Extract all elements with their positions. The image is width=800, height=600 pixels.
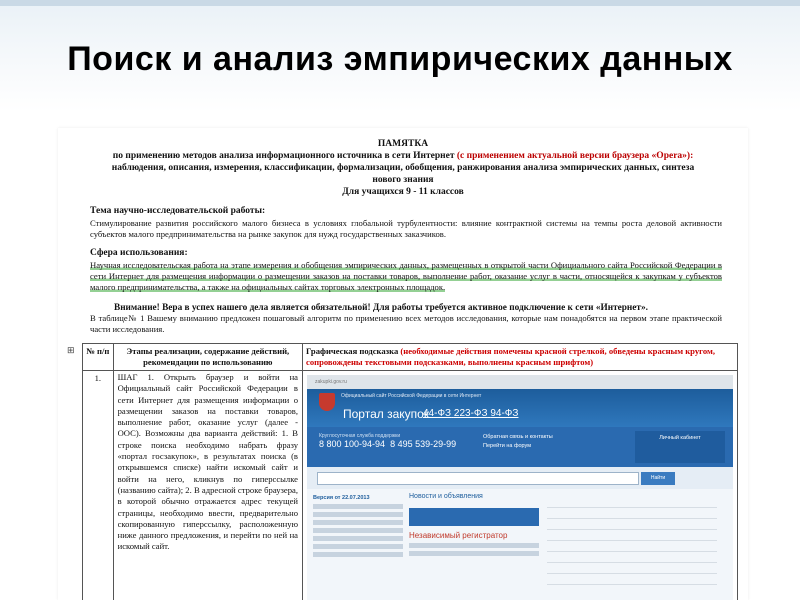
row-number: 1. — [83, 371, 114, 600]
col-hint-prefix: Графическая подсказка — [306, 346, 401, 356]
col-hint-red: (необходимые действия помечены красной стрелкой, обведены красным кругом, сопровождены текстовыми подсказками, выполнены красным шрифтом) — [306, 346, 715, 367]
forum-link[interactable]: Перейти на форум — [483, 443, 531, 449]
support-label: Круглосуточная служба поддержки — [319, 433, 401, 439]
portal-site-name: Официальный сайт Российской Федерации в сети Интернет — [341, 393, 482, 399]
topic-text: Стимулирование развития российского малого бизнеса в условиях глобальной турбулентности: влияние контрактной системы на темпы роста деловой активности субъектов малого предпринимательства на рынке закупок для нужд государственных заказчиков. — [90, 218, 722, 239]
feedback-link[interactable]: Обратная связь и контакты — [483, 434, 553, 440]
col-hint-header — [303, 344, 738, 371]
portal-news-title: Новости и объявления — [409, 493, 483, 500]
plus-square-icon: ⊞ — [67, 345, 75, 355]
portal-news-column — [409, 493, 539, 559]
doc-header-browser: (с применением актуальной версии браузера «Opera»): — [456, 151, 694, 161]
portal-screenshot — [307, 375, 733, 600]
slide-title: Поиск и анализ эмпирических данных — [67, 40, 733, 78]
portal-links — [483, 433, 553, 451]
portal-search-input[interactable] — [317, 472, 639, 485]
doc-header-subtitle — [58, 150, 748, 162]
col-num-header: № п/п — [83, 344, 114, 371]
table-row — [83, 371, 738, 600]
portal-version: Версия от 22.07.2013 — [313, 495, 370, 501]
table-header-row — [83, 344, 738, 371]
portal-screenshot-cell — [303, 371, 738, 600]
news-registrar[interactable]: Независимый регистратор — [409, 531, 508, 540]
doc-header-methods: наблюдения, описания, измерения, классификации, формализации, обобщения, ранжирования анализа эмпирических данных, синтеза нового знания — [111, 163, 695, 185]
document-image — [58, 128, 748, 600]
emblem-icon — [319, 393, 335, 411]
warning-text: Внимание! Вера в успех нашего дела является обязательной! Для работы требуется активное подключение к сети «Интернет». — [114, 303, 648, 313]
portal-header — [307, 389, 733, 427]
doc-header-title: ПАМЯТКА — [377, 139, 429, 149]
portal-search-button[interactable]: Найти — [641, 472, 675, 485]
law-223-link[interactable]: 223-ФЗ — [453, 408, 488, 419]
portal-search-bar — [307, 467, 733, 489]
sphere-label: Сфера использования: — [90, 248, 188, 258]
news-card[interactable] — [409, 508, 539, 526]
doc-header-audience: Для учащихся 9 - 11 классов — [342, 187, 464, 197]
topic-label: Тема научно-исследовательской работы: — [90, 206, 266, 216]
portal-content — [307, 489, 733, 589]
intro-text: В таблице№ 1 Вашему вниманию предложен пошаговый алгоритм по применению всех методов исследования, которые нам понадобятся на первом этапе практической части исследования. — [90, 313, 722, 334]
portal-left-column — [313, 495, 403, 560]
portal-title: Портал закупок — [343, 407, 430, 421]
steps-table — [82, 343, 738, 600]
portal-right-column — [547, 499, 717, 587]
personal-cabinet-button[interactable]: Личный кабинет — [635, 431, 725, 463]
portal-contact-bar — [307, 427, 733, 467]
phone-2: 8 495 539-29-99 — [390, 439, 457, 449]
row-step-text: ШАГ 1. Открыть браузер и войти на Официальный сайт Российской Федерации в сети Интернет для размещения информации о размещении заказов на поставки товаров, выполнение работ, оказание услуг (далее - ООС). Возможны два варианта действий: 1. В строке поиска необходимо набрать фразу «портал госзакупок», в результатах поиска (в открывшемся списке) найти искомый сайт и войти на него, кликнув по гиперссылке (названию сайта); 2. В адресной строке браузера, в которой обычно отражается адрес текущей страницы, необходимо ввести, предварительно скопированную гиперссылку, расположенную ниже данного предложения, и перейти по ней на искомый сайт. — [113, 371, 302, 600]
browser-address-bar: zakupki.gov.ru — [307, 375, 733, 389]
slide-top-stripe — [0, 0, 800, 6]
law-44-link[interactable]: 44-ФЗ — [423, 408, 452, 419]
doc-header-method: по применению методов анализа информационного источника в сети Интернет — [112, 151, 457, 161]
sphere-text: Научная исследовательская работа на этапе измерения и обобщения эмпирических данных, размещенных в открытой части Официального сайта Российской Федерации в сети Интернет для размещения информации о размещении заказов на поставки товаров, выполнение работ, оказание услуг в части, относящейся к закупкам у субъектов малого предпринимательства, а также на официальных сайтах торговых электронных площадок. — [90, 260, 722, 292]
law-links — [423, 408, 518, 419]
law-94-link[interactable]: 94-ФЗ — [490, 408, 519, 419]
support-phones — [319, 433, 456, 449]
col-steps-header: Этапы реализации, содержание действий, рекомендации по использованию — [113, 344, 302, 371]
phone-1: 8 800 100-94-94 — [319, 439, 386, 449]
